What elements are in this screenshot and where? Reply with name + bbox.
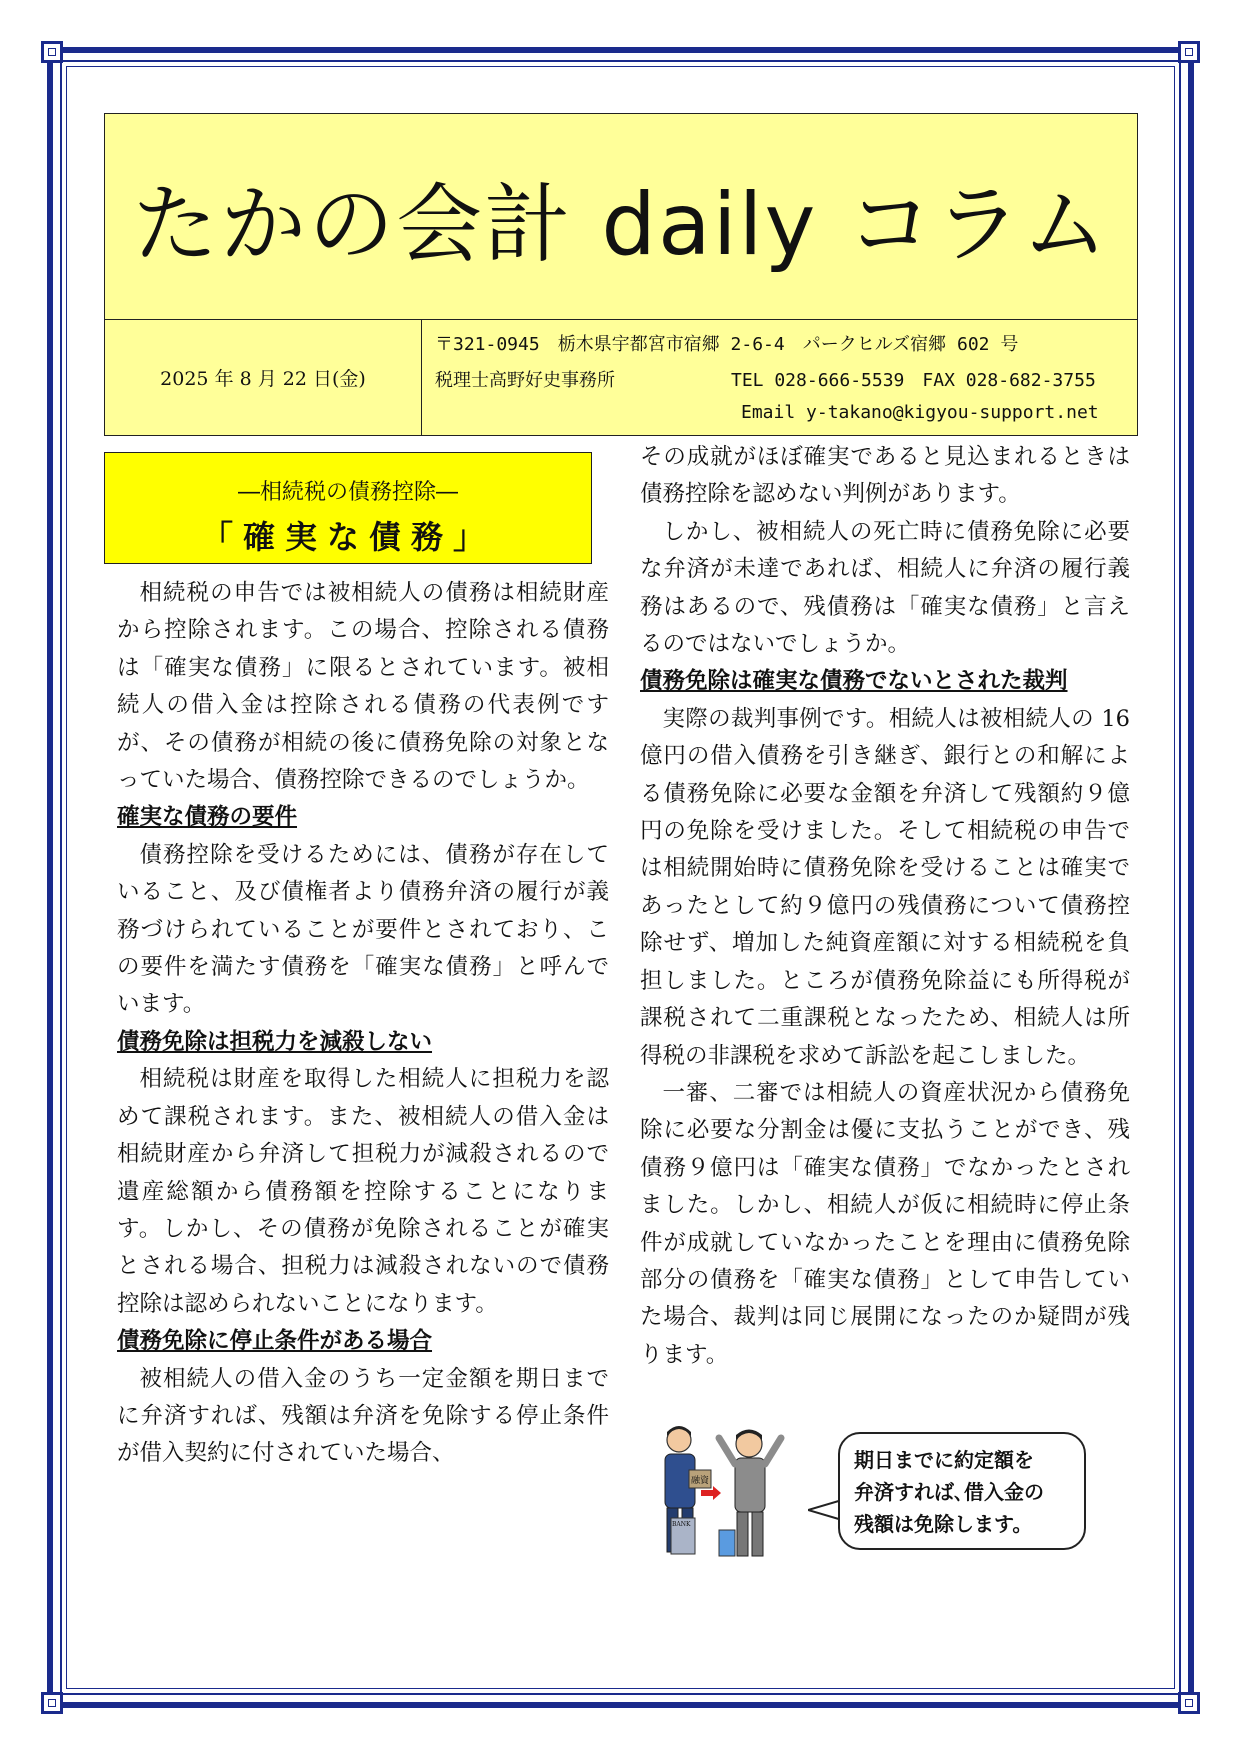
body-paragraph: 実際の裁判事例です。相続人は被相続人の 16 億円の借入債務を引き継ぎ、銀行との和解による債務免除に必要な金額を弁済して残額約９億円の免除を受けました。そして相続税の申告では相続開始時に債務免除を受けることは確実であったとして約９億円の残債務について債務控除せず、増加した純資産額に対する相続税を負担しました。ところが債務免除益にも所得税が課税されて二重課税となったため、相続人は所得税の非課税を求めて訴訟を起こしました。 xyxy=(640,705,1130,1069)
office-tel-fax: TEL 028-666-5539 FAX 028-682-3755 xyxy=(731,370,1096,391)
body-paragraph: 相続税は財産を取得した相続人に担税力を認めて課税されます。また、被相続人の借入金は相続財産から弁済して担税力が減殺されるので遺産総額から債務額を控除することになります。しかし、その債務が免除されることが確実とされる場合、担税力は減殺されないので債務控除は認められないことになります。 xyxy=(117,1066,609,1317)
office-email[interactable]: Email y-takano@kigyou-support.net xyxy=(741,402,1099,423)
speech-line: 残額は免除します。 xyxy=(854,1512,1033,1536)
body-paragraph: 債務控除を受けるためには、債務が存在していること、及び債権者より債務弁済の履行が義務づけられていることが要件とされており、この要件を満たす債務を「確実な債務」と呼んでいます。 xyxy=(117,841,609,1018)
article-heading xyxy=(104,452,592,564)
masthead xyxy=(104,113,1138,319)
intro-paragraph: 相続税の申告では被相続人の債務は相続財産から控除されます。この場合、控除される債務は「確実な債務」に限るとされています。被相続人の借入金は控除される債務の代表例ですが、その債務が相続の後に債務免除の対象となっていた場合、債務控除できるのでしょうか。 xyxy=(117,580,609,794)
section-heading: 債務免除に停止条件がある場合 xyxy=(117,1328,433,1355)
speech-line: 期日までに約定額を xyxy=(854,1448,1034,1472)
right-column xyxy=(640,439,1130,1374)
body-paragraph: 一審、二審では相続人の資産状況から債務免除に必要な分割金は優に支払うことができ、残債務９億円は「確実な債務」でなかったとされました。しかし、相続人が仮に相続時に停止条件が成就していなかったことを理由に債務免除部分の債務を「確実な債務」として申告していた場合、裁判は同じ展開になったのか疑問が残ります。 xyxy=(640,1079,1130,1368)
section-heading: 債務免除は確実な債務でないとされた裁判 xyxy=(640,668,1068,695)
section-heading: 債務免除は担税力を減殺しない xyxy=(117,1028,433,1055)
office-name: 税理士高野好史事務所 xyxy=(435,370,615,391)
article-subtitle: ―相続税の債務控除― xyxy=(237,480,458,505)
body-paragraph: 被相続人の借入金のうち一定金額を期日までに弁済すれば、残額は弁済を免除する停止条件が借入契約に付されていた場合、 xyxy=(117,1365,609,1467)
bank-building-label: BANK xyxy=(672,1521,691,1528)
banker-illustration xyxy=(645,1418,795,1568)
masthead-info xyxy=(104,319,1138,436)
article-title: 「確実な債務」 xyxy=(200,518,495,556)
border-corner-top-right xyxy=(1178,41,1200,63)
contact-block xyxy=(435,320,1127,435)
speech-bubble xyxy=(838,1432,1086,1550)
masthead-title: たかの会計 daily コラム xyxy=(132,174,1110,275)
issue-date: 2025 年 8 月 22 日(金) xyxy=(105,320,422,435)
speech-line: 弁済すれば､借入金の xyxy=(854,1480,1044,1504)
body-paragraph: その成就がほぼ確実であると見込まれるときは債務控除を認めない判例があります。 xyxy=(640,444,1130,508)
border-corner-bottom-right xyxy=(1178,1692,1200,1714)
border-corner-bottom-left xyxy=(41,1692,63,1714)
section-heading: 確実な債務の要件 xyxy=(117,804,298,831)
border-corner-top-left xyxy=(41,41,63,63)
office-address: 〒321-0945 栃木県宇都宮市宿郷 2-6-4 パークヒルズ宿郷 602 号 xyxy=(435,334,1019,355)
loan-sign-text: 融資 xyxy=(691,1476,710,1486)
body-paragraph: しかし、被相続人の死亡時に債務免除に必要な弁済が未達であれば、相続人に弁済の履行義務はあるので、残債務は「確実な債務」と言えるのではないでしょうか。 xyxy=(640,518,1130,658)
left-column xyxy=(117,575,609,1473)
